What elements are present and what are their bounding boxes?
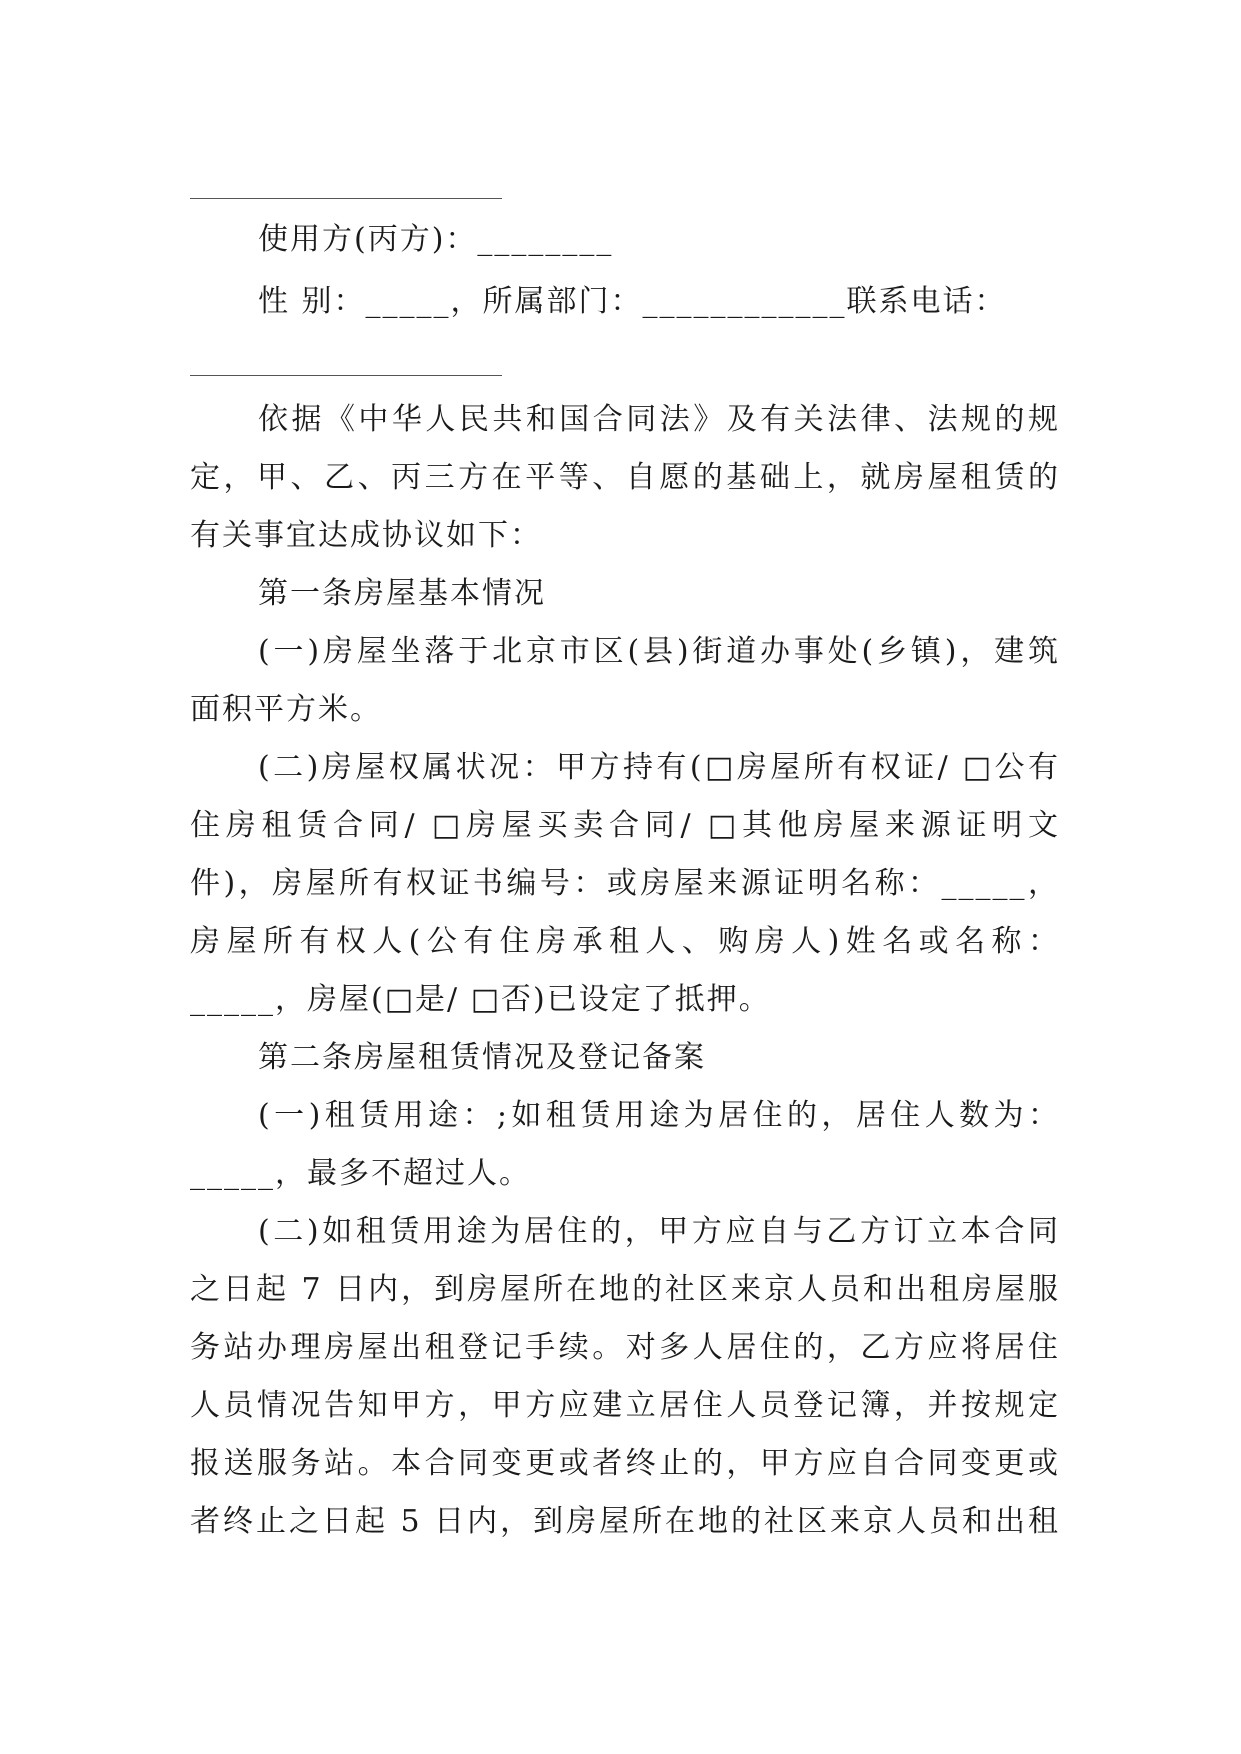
paragraph-line: (一)房屋坐落于北京市区(县)街道办事处(乡镇)，建筑 [258, 634, 1060, 669]
paragraph-line: _____，最多不超过人。 [190, 1156, 531, 1191]
paragraph-line: 定，甲、乙、丙三方在平等、自愿的基础上，就房屋租赁的 [190, 460, 1060, 495]
paragraph-line: 件)，房屋所有权证书编号：或房屋来源证明名称：_____， [190, 866, 1060, 901]
gender-department-phone-line: 性 别：_____，所属部门：____________联系电话： [258, 284, 1007, 319]
user-party-line: 使用方(丙方)：________ [258, 222, 614, 257]
paragraph-line: 之日起 7 日内，到房屋所在地的社区来京人员和出租房屋服 [190, 1272, 1060, 1307]
paragraph-line: 人员情况告知甲方，甲方应建立居住人员登记簿，并按规定 [190, 1388, 1060, 1423]
article-heading: 第一条房屋基本情况 [258, 576, 546, 611]
blank-underline [190, 375, 502, 376]
paragraph-line: 有关事宜达成协议如下： [190, 518, 542, 553]
paragraph-line: _____，房屋(□是/ □否)已设定了抵押。 [190, 982, 771, 1017]
paragraph-line: (二)房屋权属状况：甲方持有(□房屋所有权证/ □公有 [258, 750, 1060, 785]
paragraph-line: 者终止之日起 5 日内，到房屋所在地的社区来京人员和出租 [190, 1504, 1060, 1539]
paragraph-line: 报送服务站。本合同变更或者终止的，甲方应自合同变更或 [190, 1446, 1060, 1481]
paragraph-line: 房屋所有权人(公有住房承租人、购房人)姓名或名称： [190, 924, 1060, 959]
paragraph-line: (一)租赁用途：;如租赁用途为居住的，居住人数为： [258, 1098, 1060, 1133]
paragraph-line: 面积平方米。 [190, 692, 382, 727]
paragraph-line: 住房租赁合同/ □房屋买卖合同/ □其他房屋来源证明文 [190, 808, 1060, 843]
article-heading: 第二条房屋租赁情况及登记备案 [258, 1040, 706, 1075]
paragraph-line: (二)如租赁用途为居住的，甲方应自与乙方订立本合同 [258, 1214, 1060, 1249]
paragraph-line: 务站办理房屋出租登记手续。对多人居住的，乙方应将居住 [190, 1330, 1060, 1365]
paragraph-line: 依据《中华人民共和国合同法》及有关法律、法规的规 [258, 402, 1060, 437]
blank-underline [190, 198, 502, 199]
